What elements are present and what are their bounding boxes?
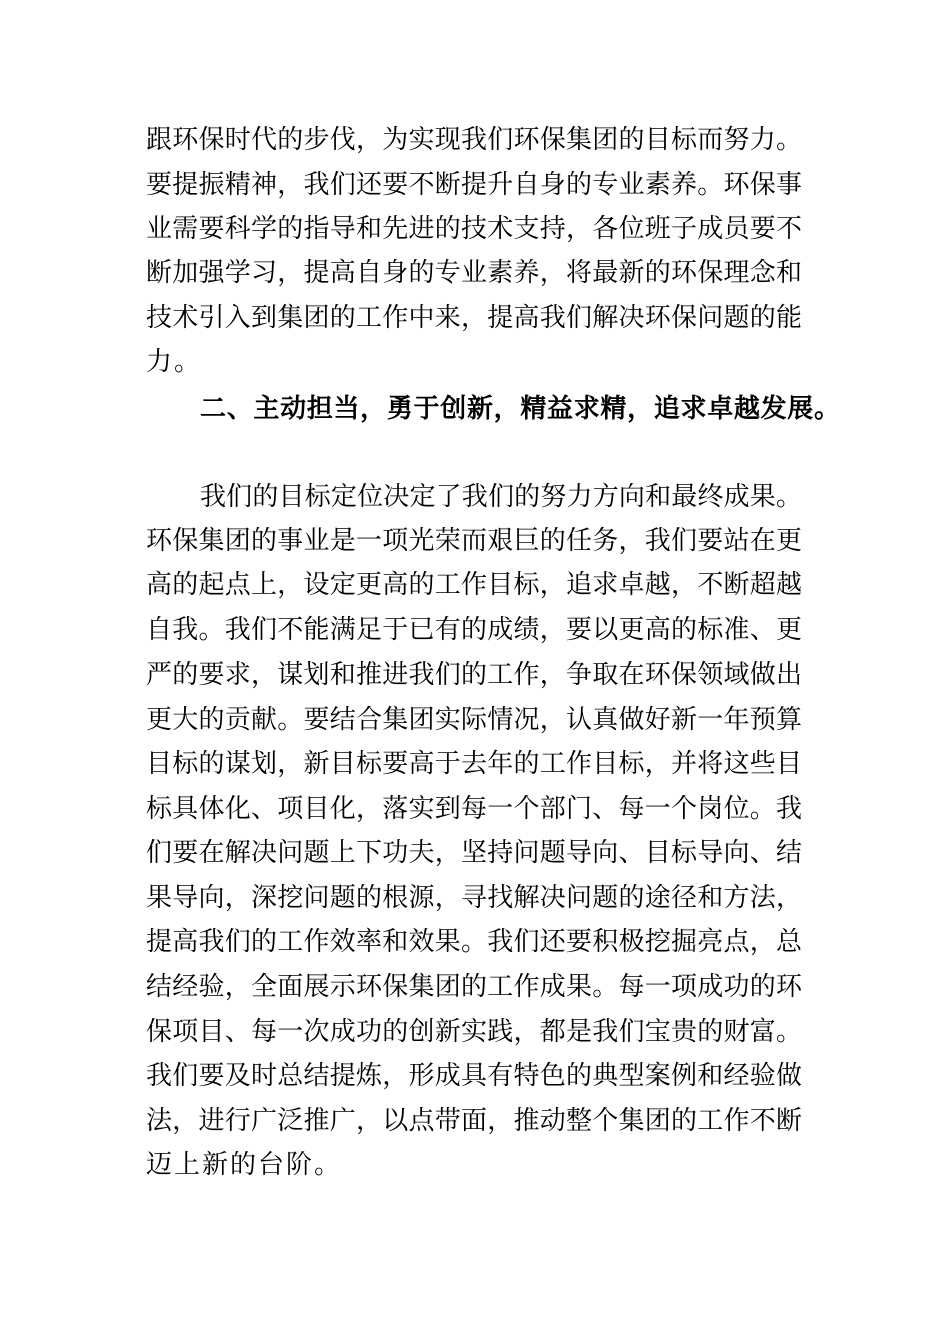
text-line: 力。	[146, 347, 203, 377]
text-line: 断加强学习，提高自身的专业素养，将最新的环保理念和	[146, 258, 802, 288]
text-line: 自我。我们不能满足于已有的成绩，要以更高的标准、更	[146, 615, 802, 645]
text-line: 更大的贡献。要结合集团实际情况，认真做好新一年预算	[146, 705, 802, 735]
text-line: 跟环保时代的步伐，为实现我们环保集团的目标而努力。	[146, 125, 802, 155]
text-line: 严的要求，谋划和推进我们的工作，争取在环保领域做出	[146, 660, 802, 690]
text-line: 要提振精神，我们还要不断提升自身的专业素养。环保事	[146, 170, 802, 200]
text-line: 标具体化、项目化，落实到每一个部门、每一个岗位。我	[146, 794, 802, 824]
text-line: 保项目、每一次成功的创新实践，都是我们宝贵的财富。	[146, 1017, 802, 1047]
text-line: 环保集团的事业是一项光荣而艰巨的任务，我们要站在更	[146, 526, 802, 556]
text-line: 法，进行广泛推广，以点带面，推动整个集团的工作不断	[146, 1106, 802, 1136]
text-line: 高的起点上，设定更高的工作目标，追求卓越，不断超越	[146, 570, 802, 600]
text-line: 迈上新的台阶。	[146, 1150, 343, 1180]
text-line: 我们要及时总结提炼，形成具有特色的典型案例和经验做	[146, 1061, 802, 1091]
text-line: 目标的谋划，新目标要高于去年的工作目标，并将这些目	[146, 749, 802, 779]
text-line: 提高我们的工作效率和效果。我们还要积极挖掘亮点，总	[146, 927, 802, 957]
section-heading: 二、主动担当，勇于创新，精益求精，追求卓越发展。	[200, 394, 840, 424]
text-line: 业需要科学的指导和先进的技术支持，各位班子成员要不	[146, 214, 802, 244]
text-line: 结经验，全面展示环保集团的工作成果。每一项成功的环	[146, 972, 802, 1002]
text-line: 我们的目标定位决定了我们的努力方向和最终成果。	[200, 482, 802, 512]
text-line: 果导向，深挖问题的根源，寻找解决问题的途径和方法，	[146, 883, 802, 913]
text-line: 们要在解决问题上下功夫，坚持问题导向、目标导向、结	[146, 838, 802, 868]
text-line: 技术引入到集团的工作中来，提高我们解决环保问题的能	[146, 303, 802, 333]
